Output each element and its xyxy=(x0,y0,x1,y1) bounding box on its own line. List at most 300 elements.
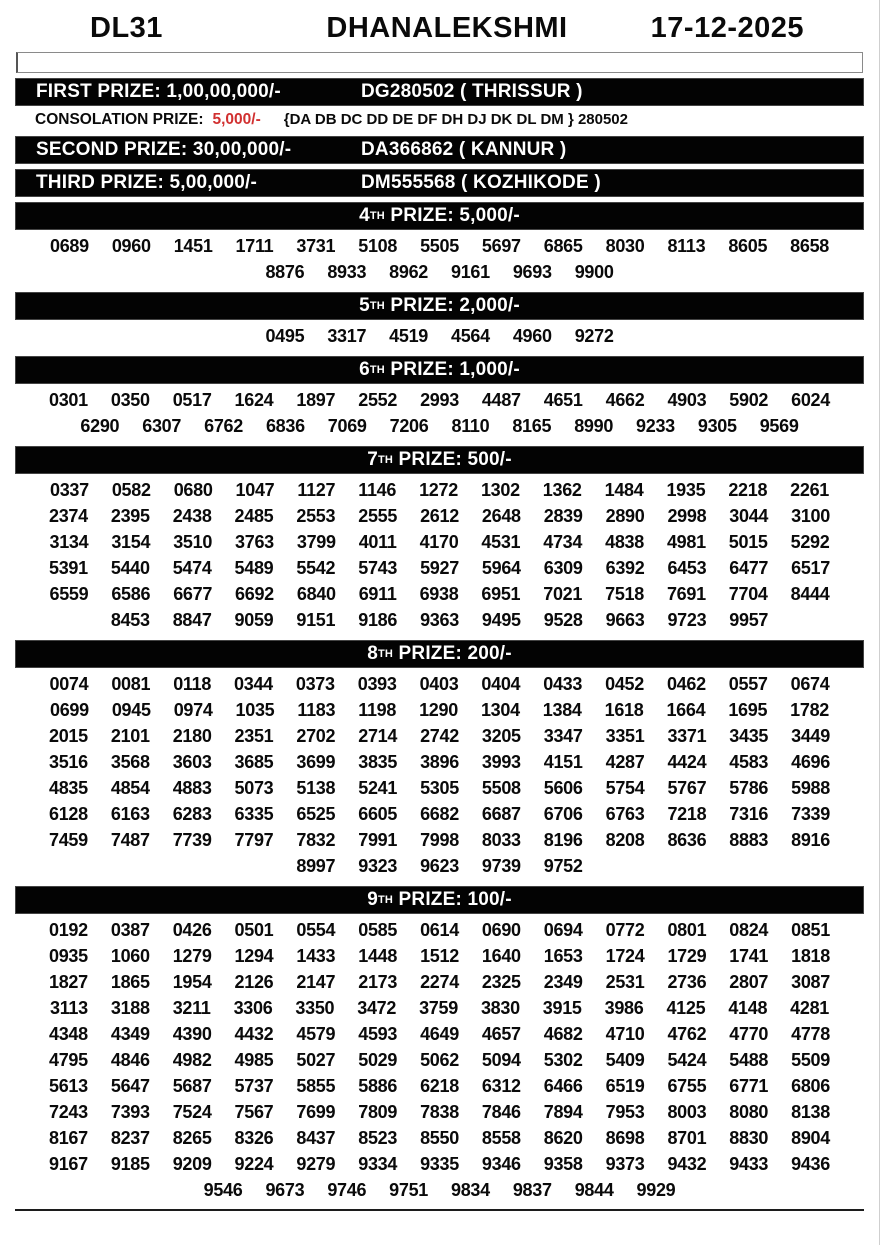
prize-tier-6 xyxy=(0,356,879,441)
prize-number: 3568 xyxy=(110,752,150,772)
prize-number: 3087 xyxy=(791,972,830,992)
prize-number: 4148 xyxy=(728,998,768,1018)
prize-number: 2702 xyxy=(296,726,336,746)
prize-number: 0772 xyxy=(605,920,645,940)
prize-number: 2126 xyxy=(234,972,274,992)
number-row xyxy=(30,387,849,413)
prize-number: 1279 xyxy=(172,946,212,966)
tier-9-numbers xyxy=(0,914,879,1205)
second-prize-winner: DA366862 ( KANNUR ) xyxy=(361,139,567,160)
number-row xyxy=(30,671,849,697)
prize-number: 5029 xyxy=(358,1050,398,1070)
prize-number: 9185 xyxy=(110,1154,150,1174)
prize-number: 1729 xyxy=(667,946,707,966)
tier-ordinal: 4 xyxy=(359,205,370,226)
prize-number: 0337 xyxy=(50,480,89,500)
prize-number: 1433 xyxy=(296,946,336,966)
prize-number: 3510 xyxy=(173,532,213,552)
prize-number: 2839 xyxy=(543,506,583,526)
number-row xyxy=(30,917,849,943)
prize-number: 8265 xyxy=(172,1128,212,1148)
prize-number: 1060 xyxy=(110,946,150,966)
prize-number: 9844 xyxy=(574,1180,614,1200)
number-row xyxy=(30,529,849,555)
number-row xyxy=(30,477,849,503)
prize-number: 9373 xyxy=(605,1154,645,1174)
prize-number: 4762 xyxy=(667,1024,707,1044)
prize-number: 5241 xyxy=(358,778,398,798)
prize-number: 1384 xyxy=(542,700,582,720)
prize-number: 2485 xyxy=(234,506,274,526)
number-row xyxy=(30,943,849,969)
prize-number: 5409 xyxy=(605,1050,645,1070)
prize-number: 5613 xyxy=(49,1076,88,1096)
prize-number: 2993 xyxy=(420,390,459,410)
prize-number: 0344 xyxy=(234,674,273,694)
prize-number: 5073 xyxy=(234,778,274,798)
number-row xyxy=(30,1151,849,1177)
prize-number: 6605 xyxy=(358,804,398,824)
consolation-line xyxy=(0,106,879,131)
tier-title-rest: PRIZE: 5,000/- xyxy=(384,205,520,226)
prize-number: 2736 xyxy=(667,972,707,992)
prize-number: 7518 xyxy=(605,584,644,604)
prize-number: 2438 xyxy=(172,506,212,526)
number-row xyxy=(30,259,849,285)
prize-number: 7739 xyxy=(172,830,212,850)
number-row xyxy=(30,323,849,349)
prize-number: 1865 xyxy=(110,972,150,992)
prize-number: 1664 xyxy=(666,700,706,720)
prize-number: 4985 xyxy=(234,1050,274,1070)
prize-number: 1640 xyxy=(481,946,521,966)
prize-number: 4710 xyxy=(605,1024,645,1044)
prize-number: 3211 xyxy=(172,998,211,1018)
number-row xyxy=(30,723,849,749)
prize-number: 3516 xyxy=(49,752,88,772)
prize-tier-4 xyxy=(0,202,879,287)
number-row xyxy=(30,775,849,801)
prize-number: 6687 xyxy=(481,804,521,824)
prize-number: 5108 xyxy=(358,236,398,256)
prize-number: 9673 xyxy=(265,1180,305,1200)
prize-number: 0694 xyxy=(543,920,583,940)
prize-number: 4170 xyxy=(419,532,459,552)
prize-number: 0433 xyxy=(543,674,583,694)
prize-number: 1782 xyxy=(790,700,829,720)
prize-number: 2218 xyxy=(728,480,768,500)
prize-number: 3830 xyxy=(480,998,520,1018)
prize-number: 4982 xyxy=(172,1050,212,1070)
prize-number: 5855 xyxy=(296,1076,336,1096)
prize-number: 2351 xyxy=(234,726,274,746)
prize-number: 4734 xyxy=(543,532,583,552)
consolation-amount: 5,000/- xyxy=(212,111,261,128)
prize-number: 4960 xyxy=(512,326,552,346)
prize-number: 0674 xyxy=(790,674,830,694)
prize-number: 6755 xyxy=(667,1076,707,1096)
prize-number: 3205 xyxy=(481,726,521,746)
prize-number: 0387 xyxy=(110,920,150,940)
prize-number: 9723 xyxy=(667,610,707,630)
prize-number: 9546 xyxy=(203,1180,243,1200)
prize-number: 4593 xyxy=(358,1024,398,1044)
prize-number: 8916 xyxy=(791,830,830,850)
prize-number: 5292 xyxy=(790,532,830,552)
prize-number: 3986 xyxy=(604,998,644,1018)
prize-number: 2147 xyxy=(296,972,336,992)
prize-number: 0403 xyxy=(419,674,459,694)
prize-number: 8558 xyxy=(481,1128,521,1148)
number-row xyxy=(30,995,849,1021)
prize-number: 0974 xyxy=(173,700,213,720)
prize-number: 4651 xyxy=(543,390,583,410)
prize-number: 4838 xyxy=(605,532,644,552)
prize-number: 4883 xyxy=(172,778,212,798)
prize-number: 9167 xyxy=(49,1154,88,1174)
prize-number: 3435 xyxy=(729,726,769,746)
number-row xyxy=(30,801,849,827)
prize-number: 5305 xyxy=(420,778,459,798)
prize-number: 8453 xyxy=(110,610,150,630)
prize-number: 6938 xyxy=(419,584,459,604)
prize-number: 8698 xyxy=(605,1128,645,1148)
prize-number: 1484 xyxy=(604,480,644,500)
tier-6-numbers xyxy=(0,384,879,441)
first-prize-label: FIRST PRIZE: 1,00,00,000/- xyxy=(36,81,281,102)
prize-number: 1183 xyxy=(297,700,336,720)
tier-ordinal: 9 xyxy=(367,889,378,910)
third-prize-winner: DM555568 ( KOZHIKODE ) xyxy=(361,172,601,193)
prize-number: 1198 xyxy=(358,700,397,720)
prize-tier-5 xyxy=(0,292,879,351)
prize-number: 1127 xyxy=(297,480,336,500)
prize-number: 5489 xyxy=(234,558,274,578)
prize-number: 4348 xyxy=(49,1024,88,1044)
prize-number: 1724 xyxy=(605,946,645,966)
prize-number: 6806 xyxy=(791,1076,830,1096)
prize-number: 3699 xyxy=(296,752,336,772)
prize-number: 5697 xyxy=(481,236,521,256)
prize-number: 7894 xyxy=(543,1102,583,1122)
prize-number: 4846 xyxy=(110,1050,150,1070)
draw-date: 17-12-2025 xyxy=(650,12,804,44)
prize-number: 6865 xyxy=(543,236,583,256)
prize-number: 3449 xyxy=(791,726,830,746)
number-row xyxy=(30,1021,849,1047)
prize-number: 1146 xyxy=(358,480,397,500)
prize-number: 1451 xyxy=(173,236,213,256)
prize-number: 8990 xyxy=(574,416,614,436)
prize-number: 7021 xyxy=(543,584,583,604)
prize-number: 8030 xyxy=(605,236,645,256)
prize-number: 8658 xyxy=(790,236,829,256)
prize-number: 1618 xyxy=(604,700,644,720)
third-prize-bar xyxy=(15,169,864,197)
prize-number: 3347 xyxy=(543,726,583,746)
prize-number: 6525 xyxy=(296,804,336,824)
prize-number: 8033 xyxy=(481,830,521,850)
prize-number: 4564 xyxy=(451,326,490,346)
prize-number: 6762 xyxy=(204,416,243,436)
prize-number: 6024 xyxy=(791,390,830,410)
prize-number: 6218 xyxy=(420,1076,459,1096)
number-row xyxy=(30,749,849,775)
prize-number: 5094 xyxy=(481,1050,521,1070)
prize-number: 9837 xyxy=(512,1180,552,1200)
prize-number: 7691 xyxy=(666,584,706,604)
prize-number: 8883 xyxy=(729,830,769,850)
prize-number: 1827 xyxy=(49,972,88,992)
prize-number: 5509 xyxy=(791,1050,830,1070)
number-row xyxy=(30,827,849,853)
prize-number: 8444 xyxy=(790,584,830,604)
prize-number: 2531 xyxy=(605,972,645,992)
prize-number: 3915 xyxy=(542,998,582,1018)
prize-number: 7243 xyxy=(49,1102,88,1122)
prize-number: 2612 xyxy=(420,506,459,526)
tier-ordinal: 8 xyxy=(367,643,378,664)
prize-number: 8003 xyxy=(667,1102,707,1122)
prize-number: 8113 xyxy=(667,236,706,256)
prize-number: 3731 xyxy=(296,236,336,256)
prize-number: 6586 xyxy=(111,584,151,604)
lottery-name: DHANALEKSHMI xyxy=(326,12,568,44)
prize-number: 6911 xyxy=(358,584,397,604)
tier-title-rest: PRIZE: 200/- xyxy=(393,643,512,664)
prize-number: 0301 xyxy=(49,390,88,410)
prize-number: 1711 xyxy=(235,236,274,256)
prize-number: 3100 xyxy=(791,506,830,526)
prize-number: 9186 xyxy=(358,610,398,630)
prize-number: 3113 xyxy=(50,998,88,1018)
prize-number: 4432 xyxy=(234,1024,274,1044)
prize-number: 9900 xyxy=(574,262,614,282)
prize-number: 1935 xyxy=(666,480,706,500)
prize-number: 0824 xyxy=(729,920,769,940)
prize-number: 8080 xyxy=(729,1102,769,1122)
tier-title-rest: PRIZE: 2,000/- xyxy=(384,295,520,316)
prize-number: 5542 xyxy=(296,558,336,578)
prize-number: 7846 xyxy=(481,1102,521,1122)
prize-number: 3350 xyxy=(295,998,335,1018)
prize-number: 6559 xyxy=(49,584,89,604)
prize-number: 7069 xyxy=(327,416,367,436)
prize-number: 7339 xyxy=(791,804,830,824)
prize-number: 4778 xyxy=(791,1024,830,1044)
prize-number: 4579 xyxy=(296,1024,336,1044)
prize-number: 5440 xyxy=(110,558,150,578)
prize-number: 9752 xyxy=(543,856,583,876)
prize-number: 9751 xyxy=(389,1180,428,1200)
prize-number: 6290 xyxy=(80,416,120,436)
tier-ordinal: 5 xyxy=(359,295,370,316)
first-prize-winner: DG280502 ( THRISSUR ) xyxy=(361,81,583,102)
prize-number: 9834 xyxy=(451,1180,490,1200)
prize-number: 5488 xyxy=(729,1050,769,1070)
prize-number: 6283 xyxy=(172,804,212,824)
tier-7-numbers xyxy=(0,474,879,635)
prize-number: 1741 xyxy=(729,946,769,966)
prize-number: 6517 xyxy=(791,558,830,578)
prize-number: 5767 xyxy=(667,778,707,798)
prize-number: 2742 xyxy=(420,726,459,746)
prize-number: 0517 xyxy=(172,390,212,410)
prize-number: 8237 xyxy=(110,1128,150,1148)
prize-number: 4657 xyxy=(481,1024,521,1044)
prize-number: 5474 xyxy=(172,558,212,578)
prize-number: 0680 xyxy=(173,480,213,500)
prize-number: 5027 xyxy=(296,1050,336,1070)
prize-number: 0192 xyxy=(49,920,88,940)
prize-number: 2374 xyxy=(49,506,88,526)
prize-number: 5743 xyxy=(358,558,398,578)
prize-number: 4903 xyxy=(667,390,707,410)
prize-number: 9436 xyxy=(791,1154,830,1174)
tier-4-header-bar: 4 TH PRIZE: 5,000/- xyxy=(15,202,864,230)
prize-number: 9663 xyxy=(605,610,645,630)
prize-number: 7699 xyxy=(296,1102,336,1122)
prize-number: 0801 xyxy=(667,920,707,940)
prize-number: 7953 xyxy=(605,1102,645,1122)
prize-number: 0557 xyxy=(728,674,768,694)
prize-number: 6307 xyxy=(142,416,182,436)
prize-number: 6312 xyxy=(481,1076,521,1096)
prize-number: 1362 xyxy=(542,480,582,500)
prize-number: 9151 xyxy=(296,610,336,630)
prize-number: 9272 xyxy=(574,326,614,346)
prize-number: 5902 xyxy=(729,390,769,410)
prize-number: 2101 xyxy=(110,726,150,746)
prize-number: 8196 xyxy=(543,830,583,850)
prize-number: 9623 xyxy=(420,856,459,876)
prize-number: 4835 xyxy=(49,778,88,798)
masthead xyxy=(0,0,879,47)
tier-8-header-bar: 8 TH PRIZE: 200/- xyxy=(15,640,864,668)
prize-number: 8620 xyxy=(543,1128,583,1148)
prize-number: 2325 xyxy=(481,972,521,992)
number-row xyxy=(30,1125,849,1151)
prize-number: 0373 xyxy=(295,674,335,694)
prize-number: 8110 xyxy=(451,416,490,436)
prize-number: 8208 xyxy=(605,830,645,850)
prize-number: 5424 xyxy=(667,1050,707,1070)
prize-number: 7838 xyxy=(420,1102,459,1122)
prize-number: 0554 xyxy=(296,920,336,940)
prize-number: 4981 xyxy=(666,532,706,552)
prize-number: 3044 xyxy=(729,506,769,526)
prize-number: 3993 xyxy=(481,752,521,772)
prize-number: 2890 xyxy=(605,506,645,526)
prize-number: 9528 xyxy=(543,610,583,630)
prize-number: 4583 xyxy=(729,752,769,772)
prize-tier-8 xyxy=(0,640,879,881)
prize-number: 7393 xyxy=(110,1102,150,1122)
prize-number: 1272 xyxy=(419,480,458,500)
prize-number: 3134 xyxy=(49,532,89,552)
prize-number: 9693 xyxy=(512,262,552,282)
number-row xyxy=(30,697,849,723)
prize-number: 9305 xyxy=(697,416,737,436)
prize-number: 4531 xyxy=(481,532,521,552)
prize-number: 0689 xyxy=(50,236,89,256)
prize-number: 0426 xyxy=(172,920,212,940)
prize-number: 9224 xyxy=(234,1154,274,1174)
prize-number: 3351 xyxy=(605,726,645,746)
consolation-series-note: {DA DB DC DD DE DF DH DJ DK DL DM } 280502 xyxy=(283,111,628,128)
prize-number: 9363 xyxy=(420,610,459,630)
prize-number: 1290 xyxy=(419,700,458,720)
prize-number: 7832 xyxy=(296,830,336,850)
prize-number: 3896 xyxy=(420,752,459,772)
prize-number: 7567 xyxy=(234,1102,274,1122)
prize-number: 6163 xyxy=(110,804,150,824)
prize-number: 2173 xyxy=(358,972,398,992)
prize-number: 3799 xyxy=(296,532,336,552)
prize-number: 0393 xyxy=(357,674,397,694)
prize-number: 8904 xyxy=(791,1128,830,1148)
prize-number: 1035 xyxy=(235,700,275,720)
bottom-divider xyxy=(15,1209,864,1211)
prize-number: 0404 xyxy=(481,674,521,694)
prize-number: 4682 xyxy=(543,1024,583,1044)
prize-number: 5786 xyxy=(729,778,769,798)
prize-number: 9433 xyxy=(729,1154,769,1174)
prize-number: 1624 xyxy=(234,390,274,410)
prize-number: 6771 xyxy=(729,1076,769,1096)
prize-number: 7524 xyxy=(172,1102,212,1122)
prize-number: 2261 xyxy=(790,480,829,500)
blank-strip-box xyxy=(16,52,863,73)
second-prize-bar xyxy=(15,136,864,164)
prize-number: 9929 xyxy=(636,1180,676,1200)
prize-number: 6128 xyxy=(49,804,88,824)
prize-number: 9161 xyxy=(451,262,490,282)
number-row xyxy=(30,1177,849,1203)
prize-number: 3603 xyxy=(172,752,212,772)
prize-number: 4854 xyxy=(110,778,150,798)
prize-number: 8437 xyxy=(296,1128,336,1148)
prize-number: 2395 xyxy=(110,506,150,526)
prize-number: 8326 xyxy=(234,1128,274,1148)
prize-number: 5737 xyxy=(234,1076,274,1096)
prize-number: 9233 xyxy=(636,416,675,436)
prize-number: 6392 xyxy=(605,558,645,578)
prize-number: 2714 xyxy=(358,726,398,746)
prize-number: 4281 xyxy=(790,998,829,1018)
prize-number: 4662 xyxy=(605,390,645,410)
prize-number: 0851 xyxy=(791,920,830,940)
number-row xyxy=(30,555,849,581)
prize-number: 5015 xyxy=(728,532,768,552)
prize-number: 8550 xyxy=(420,1128,459,1148)
prize-number: 4390 xyxy=(172,1024,212,1044)
prize-number: 9358 xyxy=(543,1154,583,1174)
prize-number: 2552 xyxy=(358,390,398,410)
prize-number: 8138 xyxy=(791,1102,830,1122)
prize-number: 6763 xyxy=(605,804,645,824)
prize-tier-7 xyxy=(0,446,879,635)
prize-number: 8933 xyxy=(327,262,367,282)
tier-5-numbers xyxy=(0,320,879,351)
prize-number: 8605 xyxy=(728,236,768,256)
prize-number: 0945 xyxy=(111,700,151,720)
prize-number: 5606 xyxy=(543,778,583,798)
prize-number: 9746 xyxy=(327,1180,367,1200)
prize-number: 3317 xyxy=(327,326,367,346)
prize-number: 1302 xyxy=(480,480,520,500)
prize-number: 6309 xyxy=(543,558,583,578)
